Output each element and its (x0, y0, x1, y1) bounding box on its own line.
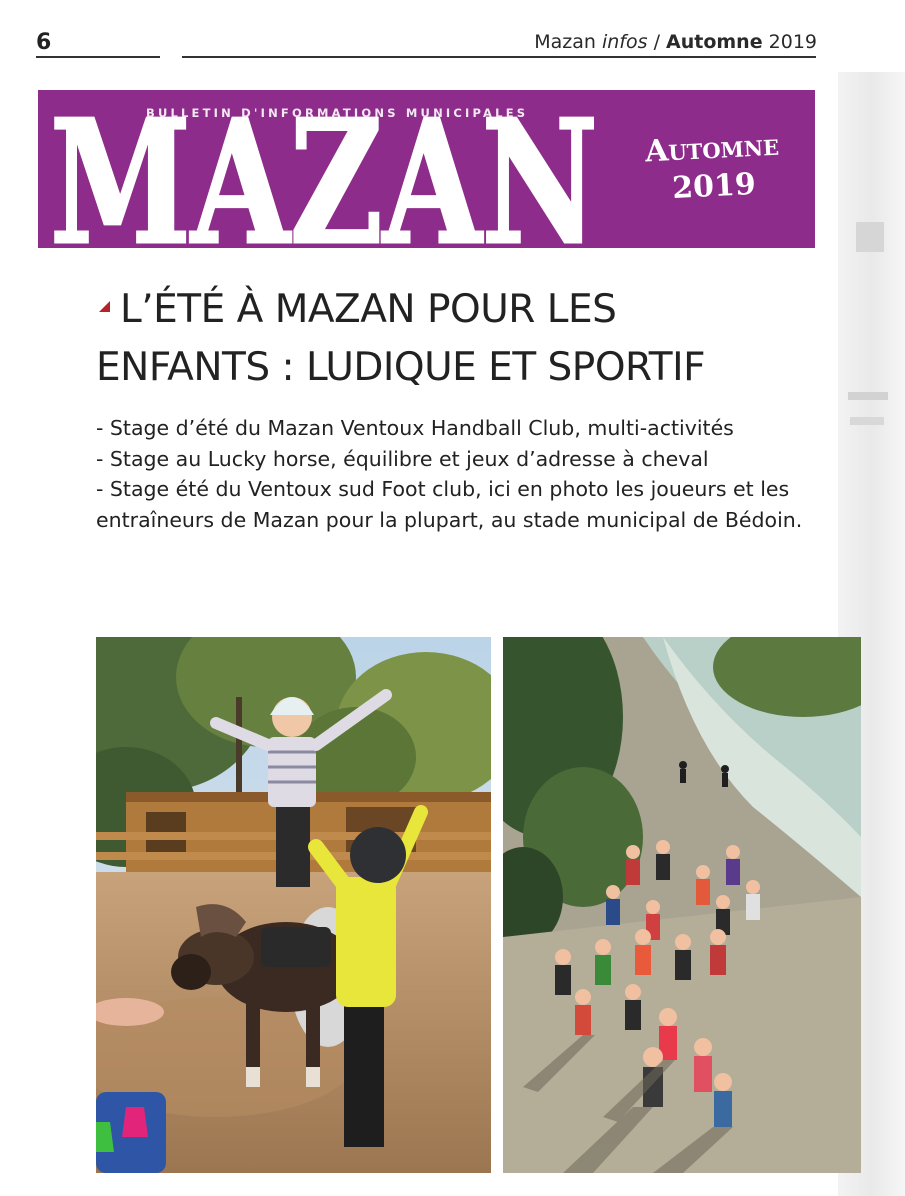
article-paragraph: - Stage été du Ventoux sud Foot club, ici en photo les joueurs et les entraîneurs de Mazan pour la plupart, au stade municipal de Bédoin. (96, 477, 803, 532)
article-headline (96, 281, 836, 397)
photo-pony-balance (96, 637, 491, 1173)
masthead-season-name: Automne (644, 127, 780, 170)
header-rule-right (182, 56, 816, 58)
running-header-separator: / (653, 31, 660, 53)
mazan-logo (48, 104, 608, 248)
mazan-logo-text: MAZAN (50, 104, 598, 248)
headline-line-1: L’ÉTÉ À MAZAN POUR LES (120, 287, 617, 332)
article-body (96, 413, 826, 535)
photo-river-group (503, 637, 861, 1173)
masthead-season-year: 2019 (671, 166, 757, 206)
header-rule-left (36, 56, 160, 58)
article-paragraph: - Stage au Lucky horse, équilibre et jeux d’adresse à cheval (96, 446, 709, 471)
page-number: 6 (36, 30, 52, 55)
running-header-publication: Mazan (534, 31, 596, 53)
article-paragraph: - Stage d’été du Mazan Ventoux Handball Club, multi-activités (96, 416, 734, 440)
running-header (534, 31, 817, 53)
masthead-season (626, 126, 800, 210)
running-header-year: 2019 (768, 31, 817, 53)
running-header-suffix: infos (601, 31, 648, 53)
headline-line-2: ENFANTS : LUDIQUE ET SPORTIF (96, 345, 706, 390)
masthead-banner (38, 90, 815, 248)
masthead-subtitle: BULLETIN D'INFORMATIONS MUNICIPALES (146, 106, 529, 120)
running-header-season: Automne (666, 31, 763, 53)
